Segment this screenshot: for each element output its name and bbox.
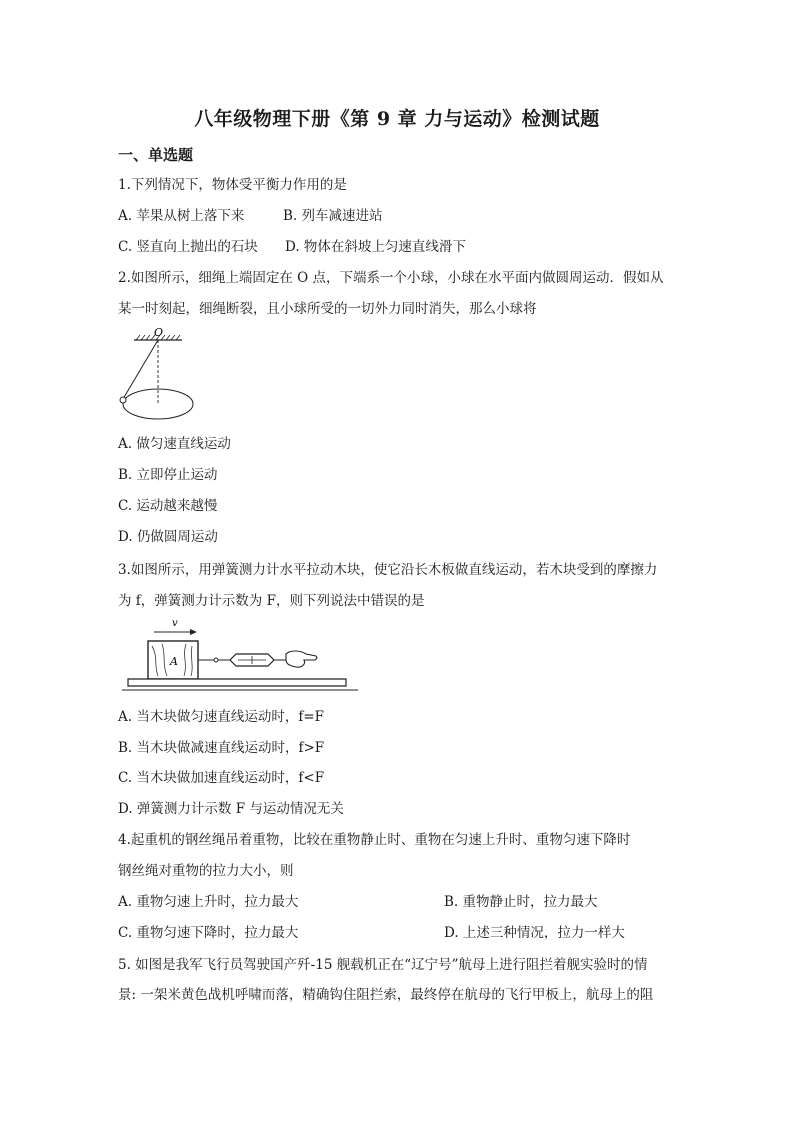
q4-option-a: A. 重物匀速上升时，拉力最大 xyxy=(118,894,299,910)
velocity-arrowhead xyxy=(190,629,197,635)
q4-option-c: C. 重物匀速下降时，拉力最大 xyxy=(118,925,299,941)
q3-option-c: C. 当木块做加速直线运动时，f<F xyxy=(118,770,325,786)
q4-option-d: D. 上述三种情况，拉力一样大 xyxy=(444,925,625,941)
q3-stem-line2: 为 f，弹簧测力计示数为 F，则下列说法中错误的是 xyxy=(118,593,425,609)
q2-option-a: A. 做匀速直线运动 xyxy=(118,436,231,452)
q2-option-c: C. 运动越来越慢 xyxy=(118,498,218,514)
q4-option-b: B. 重物静止时，拉力最大 xyxy=(444,894,598,910)
q3-option-b: B. 当木块做减速直线运动时，f>F xyxy=(118,740,325,756)
hand xyxy=(286,651,317,667)
point-o-label: O xyxy=(154,326,164,339)
q3-option-a: A. 当木块做匀速直线运动时，f=F xyxy=(118,709,325,725)
q2-stem-line1: 2.如图所示，细绳上端固定在 O 点，下端系一个小球，小球在水平面内做圆周运动．假如从 xyxy=(118,270,664,286)
q5-stem-line2: 景: 一架米黄色战机呼啸而落，精确钩住阻拦索，最终停在航母的飞行甲板上，航母上的阻 xyxy=(118,987,654,1003)
q1-stem: 1.下列情况下，物体受平衡力作用的是 xyxy=(118,177,347,193)
q1-option-d: D. 物体在斜坡上匀速直线滑下 xyxy=(285,239,466,255)
q2-option-d: D. 仍做圆周运动 xyxy=(118,529,218,545)
q3-option-d: D. 弹簧测力计示数 F 与运动情况无关 xyxy=(118,801,344,817)
q4-stem-line2: 钢丝绳对重物的拉力大小，则 xyxy=(118,863,294,879)
ball xyxy=(120,397,126,403)
velocity-label: v xyxy=(172,618,178,629)
pendulum-figure xyxy=(112,324,202,424)
q1-option-b: B. 列车减速进站 xyxy=(283,208,383,224)
string xyxy=(123,340,158,399)
long-board xyxy=(128,679,346,686)
spring-scale-figure xyxy=(118,614,368,698)
block-label: A xyxy=(170,655,178,668)
q4-stem-line1: 4.起重机的钢丝绳吊着重物，比较在重物静止时、重物在匀速上升时、重物匀速下降时 xyxy=(118,832,631,848)
q1-option-a: A. 苹果从树上落下来 xyxy=(118,208,245,224)
q3-stem-line1: 3.如图所示，用弹簧测力计水平拉动木块，使它沿长木板做直线运动，若木块受到的摩擦力 xyxy=(118,562,658,578)
section-heading: 一、单选题 xyxy=(118,146,194,164)
q5-stem-line1: 5. 如图是我军飞行员驾驶国产歼-15 舰载机正在“辽宁号”航母上进行阻拦着舰实验时的情 xyxy=(118,957,648,973)
q2-option-b: B. 立即停止运动 xyxy=(118,467,218,483)
page-title: 八年级物理下册《第 9 章 力与运动》检测试题 xyxy=(194,108,600,130)
q2-stem-line2: 某一时刻起，细绳断裂，且小球所受的一切外力同时消失，那么小球将 xyxy=(118,301,537,317)
hook-ring xyxy=(214,658,218,662)
q1-option-c: C. 竖直向上抛出的石块 xyxy=(118,239,258,255)
